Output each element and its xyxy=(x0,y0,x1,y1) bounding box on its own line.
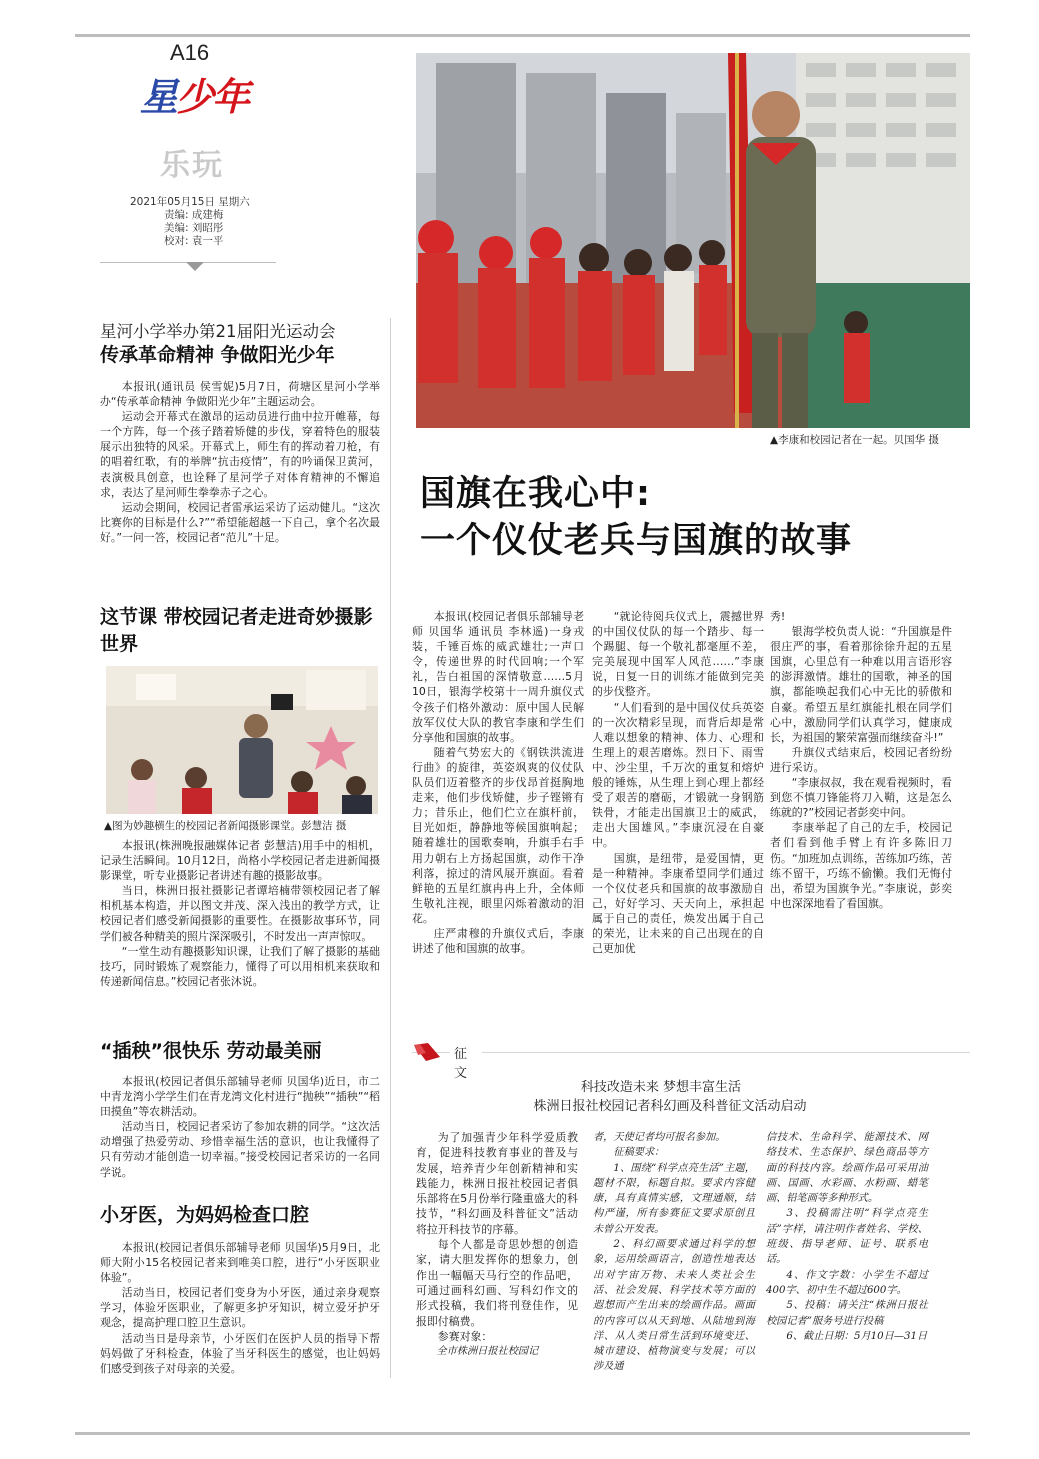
masthead-notch xyxy=(186,262,204,271)
paragraph: 参赛对象： xyxy=(437,1329,493,1343)
article2-body xyxy=(100,838,380,989)
paragraph: 2、科幻画要求通过科学的想象，运用绘画语言，创造性地表达出对宇宙万物、未来人类社会生活、社会发展、科学技术等方面的遐想而产生出来的绘画作品。画面的内容可以从天到地、从陆地到海洋、从人类日常生活到环境变迁、城市建设、植物演变与发展；可以涉及通 xyxy=(593,1239,755,1373)
paragraph: 本报讯(校园记者俱乐部辅导老师 贝国华)近日，市二中青龙湾小学学生们在青龙湾文化村进行“抛秧”“插秧”“稻田摸鱼”等农耕活动。 xyxy=(100,1075,380,1119)
paragraph: 全市株洲日报社校园记 xyxy=(436,1346,539,1358)
flag-ceremony-image xyxy=(416,53,970,428)
main-photo xyxy=(416,53,970,428)
article1-body xyxy=(100,379,380,545)
main-title-line2: 一个仪仗老兵与国旗的故事 xyxy=(420,521,853,561)
left-column-divider xyxy=(390,318,391,1378)
paragraph: 当日，株洲日报社摄影记者谭培楠带领校园记者了解相机基本构造，并以图文并茂、深入浅出的教学方式，让校园记者们感受新闻摄影的重要性。在摄影故事环节，同学们被各种精美的照片深深吸引，不时发出一声声惊叹。 xyxy=(100,884,380,943)
paragraph: 活动当日，校园记者采访了参加农耕的同学。“这次活动增强了热爱劳动、珍惜幸福生活的意识，也让我懂得了只有劳动才能创造一切幸福。”接受校园记者采访的一名同学说。 xyxy=(100,1120,380,1179)
paragraph: 随着气势宏大的《钢铁洪流进行曲》的旋律，英姿飒爽的仪仗队队员们迈着整齐的步伐昂首挺胸地走来，他们步伐矫健，步子铿锵有力；昔乐止，他们伫立在旗杆前，目光如炬，静静地等候国旗响起；随着雄壮的国歌奏响，升旗手右手用力朝右上方扬起国旗，动作干净利落，掠过的清风展开旗面。看着鲜艳的五星红旗冉冉上升，全体师生敬礼注视，眼里闪烁着激动的泪花。 xyxy=(412,745,584,925)
main-photo-caption: ▲李康和校园记者在一起。贝国华 摄 xyxy=(770,434,939,446)
issue-date: 2021年05月15日 星期六 xyxy=(130,196,250,208)
paragraph: 运动会开幕式在激昂的运动员进行曲中拉开帷幕，每一个方阵，每一个孩子踏着矫健的步伐，穿着特色的服装展示出独特的风采。开幕式上，师生有的挥动着刀枪，有的唱着红歌，有的举牌“抗击疫情”，有的吟诵保卫黄河，表演极具创意，也诠释了星河学子对体育精神的不懈追求，表达了星河师生拳拳赤子之心。 xyxy=(100,410,380,499)
proofreader: 校对: 袁一平 xyxy=(164,235,224,247)
paragraph: 5、投稿：请关注“株洲日报社校园记者”服务号进行投稿 xyxy=(766,1300,928,1327)
contest-tag-label: 征文 xyxy=(450,1043,482,1081)
contest-title-line1: 科技改造未来 梦想丰富生活 xyxy=(580,1080,742,1095)
main-article-column3 xyxy=(770,609,952,911)
masthead-meta xyxy=(130,196,250,248)
contest-divider xyxy=(412,1052,970,1053)
article4-body xyxy=(100,1240,380,1376)
article1-subhead: 星河小学举办第21届阳光运动会 xyxy=(100,322,336,341)
section-name: 乐玩 xyxy=(160,148,224,183)
paragraph: 升旗仪式结束后，校园记者纷纷进行采访。 xyxy=(770,745,952,774)
paragraph: “一堂生动有趣摄影知识课，让我们了解了摄影的基础技巧，同时锻炼了观察能力，懂得了可以用相机来获取和传递新闻信息。”校园记者张沐说。 xyxy=(100,944,380,988)
paragraph: “李康叔叔，我在观看视频时，看到您不慎刀锋能将刀入鞘，这是怎么练就的?”校园记者彭奕中问。 xyxy=(770,776,952,820)
paragraph: 运动会期间，校园记者雷承运采访了运动健儿。“这次比赛你的目标是什么?”“希望能超越一下自己，拿个名次最好。”一问一答，校园记者“范儿”十足。 xyxy=(100,500,380,544)
bottom-rule xyxy=(75,1432,970,1435)
paragraph: “就论待阅兵仪式上，震撼世界的中国仪仗队的每一个踏步、每一个踢腿、每一个敬礼都毫厘不差，完美展现中国军人风范……”李康说，日复一日的训练才能做到完美的步伐整齐。 xyxy=(592,610,764,699)
paragraph: 本报讯(校园记者俱乐部辅导老师 贝国华)5月9日，北师大附小15名校园记者来到唯美口腔，进行“小牙医职业体验”。 xyxy=(100,1241,380,1285)
top-rule xyxy=(75,34,970,37)
newspaper-logo xyxy=(140,66,260,136)
paragraph: 活动当日，校园记者们变身为小牙医，通过亲身观察学习，体验牙医职业，了解更多护牙知识，树立爱牙护牙观念，提高护理口腔卫生意识。 xyxy=(100,1286,380,1330)
paragraph: 李康举起了自己的左手，校园记者们看到他手臂上有许多陈旧刀伤。“加班加点训练，苦练加巧练，苦练不留干，巧练不偷懒。我们无悔付出，希望为国旗争光。”李康说，彭奕中也深深地看了看国旗。 xyxy=(770,821,952,910)
paragraph: “人们看到的是中国仪仗兵英姿的一次次精彩呈现，而背后却是常人难以想象的精神、体力、心理和生理上的艰苦磨炼。烈日下、雨雪中、沙尘里，千万次的重复和熔炉般的锤炼，从生理上到心理上都经受了艰苦的磨砺，才锻就一身钢筋铁骨，才能走出国旗卫士的威武，走出大国雄风。”李康沉浸在自豪中。 xyxy=(592,700,764,850)
article2-photo-caption: ▲图为妙趣横生的校园记者新闻摄影课堂。彭慧洁 摄 xyxy=(104,820,347,832)
brush-icon xyxy=(412,1041,442,1063)
paragraph: 秀! xyxy=(770,610,786,623)
main-article-column2 xyxy=(592,609,764,956)
contest-tag xyxy=(412,1041,482,1081)
paragraph: 者，天使记者均可报名参加。 xyxy=(593,1132,726,1143)
logo-star: 星 xyxy=(140,75,177,119)
paragraph: 每个人都是奇思妙想的创造家，请大胆发挥你的想象力，创作出一幅幅天马行空的作品吧，可通过画科幻画、写科幻作文的形式投稿，我们将刊登佳作，见报即付稿费。 xyxy=(416,1238,578,1328)
paragraph: 1、围绕“科学点亮生活”主题，题材不限，标题自拟。要求内容健康，具有真情实感，文理通顺，结构严谨，所有参赛征文要求原创且未曾公开发表。 xyxy=(593,1162,755,1235)
logo-youth: 少年 xyxy=(176,75,249,119)
main-title-line1: 国旗在我心中: xyxy=(420,474,651,514)
paragraph: 3、投稿需注明“科学点亮生活”字样，请注明作者姓名、学校、班级、指导老师、证号、联系电话。 xyxy=(766,1208,928,1266)
article2-headline: 这节课 带校园记者走进奇妙摄影世界 xyxy=(100,606,373,655)
contest-column2 xyxy=(593,1130,755,1375)
paragraph: 本报讯(校园记者俱乐部辅导老师 贝国华 通讯员 李林遥)一身戎装，千锤百炼的威武雄壮;一声口令，传递世界的时代回响;一个军礼，告白祖国的深情敬意……5月10日，银海学校第十一周升旗仪式令孩子们格外激动：原中国人民解放军仪仗大队的教官李康和学生们分享他和国旗的故事。 xyxy=(412,610,584,744)
paragraph: 征稿要求： xyxy=(613,1147,665,1159)
contest-column3 xyxy=(766,1130,928,1344)
editor: 责编: 成建梅 xyxy=(164,209,224,221)
contest-title-line2: 株洲日报社校园记者科幻画及科普征文活动启动 xyxy=(533,1099,807,1114)
paragraph: 庄严肃穆的升旗仪式后，李康讲述了他和国旗的故事。 xyxy=(412,926,584,956)
article4-headline: 小牙医，为妈妈检查口腔 xyxy=(100,1204,310,1226)
paragraph: 信技术、生命科学、能源技术、网络技术、生态保护、绿色商品等方面的科技内容。绘画作品可采用油画、国画、水彩画、水粉画、蜡笔画、铅笔画等多种形式。 xyxy=(766,1132,928,1205)
article3-headline: “插秧”很快乐 劳动最美丽 xyxy=(100,1040,322,1062)
paragraph: 银海学校负责人说：“升国旗是件很庄严的事，看着那徐徐升起的五星国旗，心里总有一种难以用言语形容的澎湃激情。雄壮的国歌，神圣的国旗，都能唤起我们心中无比的骄傲和自豪。希望五星红旗能扎根在同学们心中，激励同学们认真学习，健康成长，为祖国的繁荣富强而继续奋斗!” xyxy=(770,625,952,744)
main-article-column1 xyxy=(412,609,584,956)
paragraph: 4、作文字数：小学生不超过400字、初中生不超过600字。 xyxy=(766,1269,928,1296)
photography-class-image xyxy=(106,666,378,814)
article1-headline: 传承革命精神 争做阳光少年 xyxy=(100,344,335,366)
designer: 美编: 刘昭彤 xyxy=(164,222,224,234)
paragraph: 为了加强青少年科学爱质教育，促进科技教育事业的普及与发展，培养青少年创新精神和实践能力，株洲日报社校园记者俱乐部将在5月份举行隆重盛大的科技节，“科幻画及科普征文”活动将拉开科技节的序幕。 xyxy=(416,1131,578,1236)
paragraph: 6、截止日期：5月10日—31日 xyxy=(786,1330,928,1342)
contest-column1 xyxy=(416,1130,578,1359)
paragraph: 本报讯(通讯员 侯雪妮)5月7日，荷塘区星河小学举办“传承革命精神 争做阳光少年”主题运动会。 xyxy=(100,380,380,409)
paragraph: 本报讯(株洲晚报融媒体记者 彭慧洁)用手中的相机，记录生活瞬间。10月12日，尚格小学校园记者走进新闻摄影课堂，听专业摄影记者讲述有趣的摄影故事。 xyxy=(100,839,380,883)
article3-body xyxy=(100,1074,380,1180)
paragraph: 国旗，是纽带，是爱国情，更是一种精神。李康希望同学们通过一个仪仗老兵和国旗的故事激励自己，好好学习、天天向上，承担起属于自己的责任，焕发出属于自己的荣光，让未来的自己出现在的自己更加优 xyxy=(592,851,764,956)
paragraph: 活动当日是母亲节，小牙医们在医护人员的指导下帮妈妈做了牙科检查，体验了当牙科医生的感觉，也让妈妈们感受到孩子对母亲的关爱。 xyxy=(100,1331,380,1375)
page-number: A16 xyxy=(170,40,210,65)
photography-class-photo xyxy=(106,666,378,814)
